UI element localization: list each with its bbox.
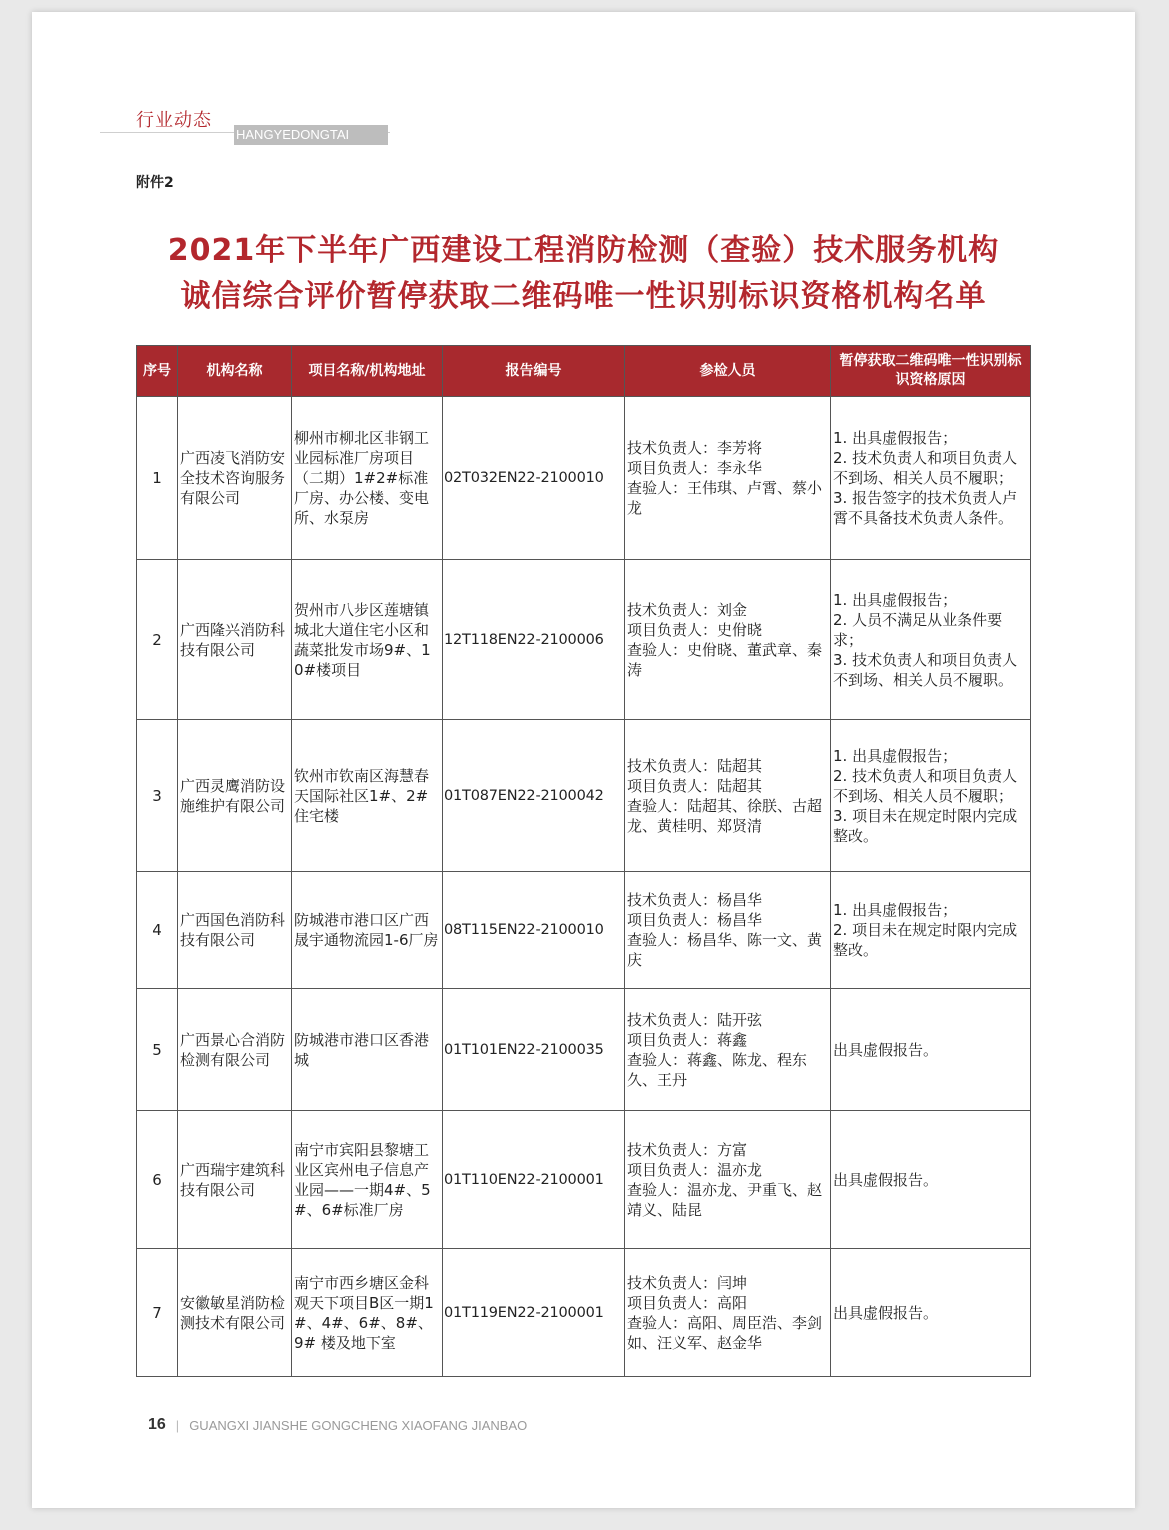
row-index: 1 — [137, 397, 178, 560]
row-index: 6 — [137, 1111, 178, 1249]
suspension-table — [136, 345, 1031, 1377]
section-label-cn: 行业动态 — [136, 110, 212, 131]
row-index: 3 — [137, 720, 178, 872]
header-org: 机构名称 — [178, 346, 292, 397]
footer-separator: | — [175, 1417, 180, 1433]
publication-name: GUANGXI JIANSHE GONGCHENG XIAOFANG JIANBAO — [189, 1417, 528, 1433]
section-header — [100, 104, 400, 146]
table-header-row — [137, 346, 1031, 397]
row-index: 4 — [137, 872, 178, 989]
table-row — [137, 560, 1031, 720]
attachment-label: 附件2 — [136, 175, 174, 191]
row-project: 钦州市钦南区海慧春天国际社区1#、2#住宅楼 — [292, 720, 443, 872]
table-row — [137, 1111, 1031, 1249]
table-row — [137, 1249, 1031, 1377]
row-staff: 技术负责人：方富 项目负责人：温亦龙 查验人：温亦龙、尹重飞、赵靖义、陆昆 — [625, 1111, 831, 1249]
row-org: 广西凌飞消防安全技术咨询服务有限公司 — [178, 397, 292, 560]
row-reason: 1. 出具虚假报告； 2. 技术负责人和项目负责人不到场、相关人员不履职； 3. 项目未在规定时限内完成整改。 — [831, 720, 1031, 872]
row-staff: 技术负责人：闫坤 项目负责人：高阳 查验人：高阳、周臣浩、李剑如、汪义军、赵金华 — [625, 1249, 831, 1377]
table-row — [137, 397, 1031, 560]
row-reason: 出具虚假报告。 — [831, 1111, 1031, 1249]
row-reason: 出具虚假报告。 — [831, 1249, 1031, 1377]
row-report: 01T119EN22-2100001 — [443, 1249, 625, 1377]
row-org: 广西瑞宇建筑科技有限公司 — [178, 1111, 292, 1249]
section-label-en: HANGYEDONGTAI — [234, 125, 388, 145]
row-index: 5 — [137, 989, 178, 1111]
row-staff: 技术负责人：陆超其 项目负责人：陆超其 查验人：陆超其、徐朕、古超龙、黄桂明、郑贤清 — [625, 720, 831, 872]
row-org: 广西国色消防科技有限公司 — [178, 872, 292, 989]
row-staff: 技术负责人：杨昌华 项目负责人：杨昌华 查验人：杨昌华、陈一文、黄庆 — [625, 872, 831, 989]
row-staff: 技术负责人：刘金 项目负责人：史佾晓 查验人：史佾晓、董武章、秦涛 — [625, 560, 831, 720]
document-page — [32, 12, 1135, 1508]
page-number: 16 — [148, 1416, 166, 1433]
row-reason: 1. 出具虚假报告； 2. 技术负责人和项目负责人不到场、相关人员不履职； 3. 报告签字的技术负责人卢霄不具备技术负责人条件。 — [831, 397, 1031, 560]
row-report: 08T115EN22-2100010 — [443, 872, 625, 989]
row-report: 01T087EN22-2100042 — [443, 720, 625, 872]
title-line-2: 诚信综合评价暂停获取二维码唯一性识别标识资格机构名单 — [180, 279, 987, 314]
header-project: 项目名称/机构地址 — [292, 346, 443, 397]
row-org: 广西隆兴消防科技有限公司 — [178, 560, 292, 720]
row-staff: 技术负责人：李芳将 项目负责人：李永华 查验人：王伟琪、卢霄、蔡小龙 — [625, 397, 831, 560]
table-row — [137, 872, 1031, 989]
row-project: 柳州市柳北区非钢工业园标准厂房项目（二期）1#2#标准厂房、办公楼、变电所、水泵房 — [292, 397, 443, 560]
row-staff: 技术负责人：陆开弦 项目负责人：蒋鑫 查验人：蒋鑫、陈龙、程东久、王丹 — [625, 989, 831, 1111]
row-org: 广西灵鹰消防设施维护有限公司 — [178, 720, 292, 872]
header-reason: 暂停获取二维码唯一性识别标识资格原因 — [831, 346, 1031, 397]
row-reason: 1. 出具虚假报告； 2. 项目未在规定时限内完成整改。 — [831, 872, 1031, 989]
header-index: 序号 — [137, 346, 178, 397]
row-org: 广西景心合消防检测有限公司 — [178, 989, 292, 1111]
row-reason: 1. 出具虚假报告； 2. 人员不满足从业条件要求； 3. 技术负责人和项目负责人不到场、相关人员不履职。 — [831, 560, 1031, 720]
table-row — [137, 989, 1031, 1111]
row-project: 南宁市西乡塘区金科观天下项目B区一期1#、4#、6#、8#、9# 楼及地下室 — [292, 1249, 443, 1377]
row-report: 12T118EN22-2100006 — [443, 560, 625, 720]
row-index: 7 — [137, 1249, 178, 1377]
row-reason: 出具虚假报告。 — [831, 989, 1031, 1111]
document-title — [32, 228, 1135, 320]
row-project: 贺州市八步区莲塘镇城北大道住宅小区和蔬菜批发市场9#、10#楼项目 — [292, 560, 443, 720]
row-project: 防城港市港口区香港城 — [292, 989, 443, 1111]
header-report: 报告编号 — [443, 346, 625, 397]
row-org: 安徽敏星消防检测技术有限公司 — [178, 1249, 292, 1377]
header-staff: 参检人员 — [625, 346, 831, 397]
table-row — [137, 720, 1031, 872]
row-report: 02T032EN22-2100010 — [443, 397, 625, 560]
row-project: 防城港市港口区广西晟宇通物流园1-6厂房 — [292, 872, 443, 989]
row-report: 01T110EN22-2100001 — [443, 1111, 625, 1249]
page-footer — [148, 1416, 527, 1434]
title-line-1: 2021年下半年广西建设工程消防检测（查验）技术服务机构 — [167, 233, 1000, 268]
row-index: 2 — [137, 560, 178, 720]
row-project: 南宁市宾阳县黎塘工业区宾州电子信息产业园——一期4#、5#、6#标准厂房 — [292, 1111, 443, 1249]
row-report: 01T101EN22-2100035 — [443, 989, 625, 1111]
